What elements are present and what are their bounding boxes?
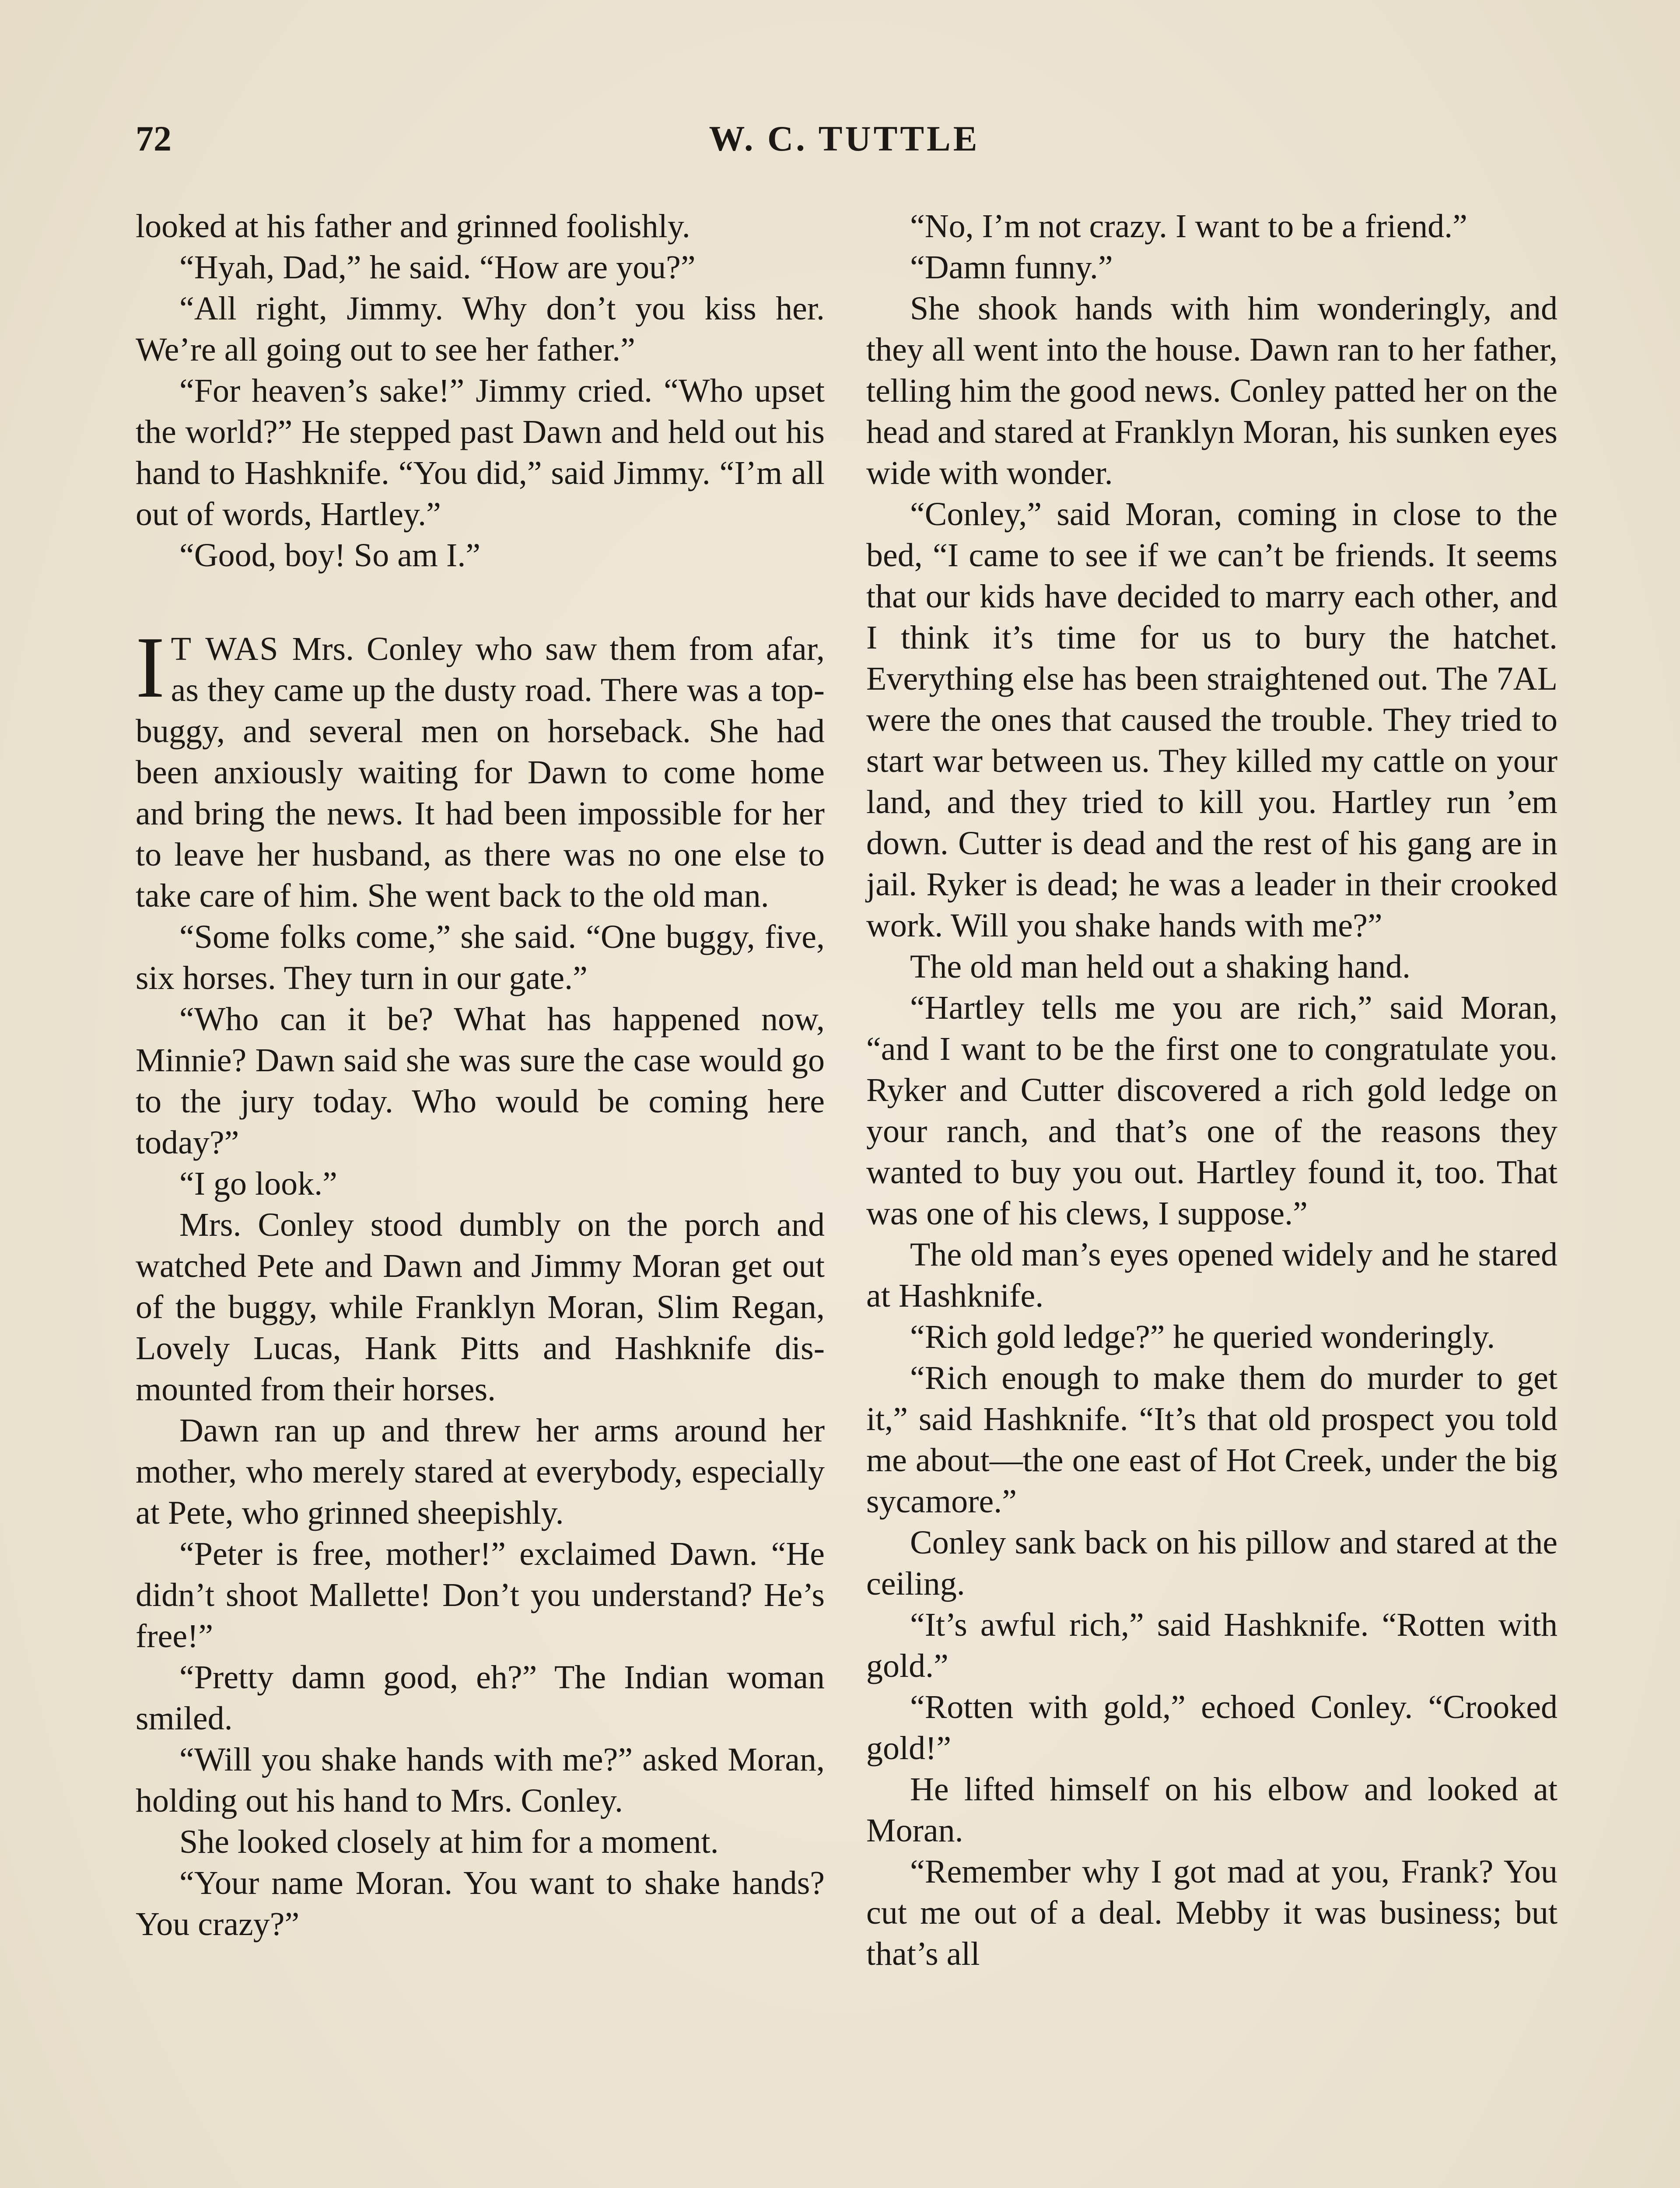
paragraph: looked at his father and grinned foolishly. (136, 208, 690, 245)
paragraph: “I go look.” (179, 1165, 337, 1202)
paragraph: “Rich enough to make them do murder to get it,” said Hashknife. “It’s that old prospect you told me about—the one east of Hot Creek, under the big sycamore.” (866, 1360, 1558, 1520)
paragraph: “Your name Moran. You want to shake hands? You crazy?” (136, 1865, 825, 1943)
paragraph: The old man held out a shaking hand. (910, 948, 1410, 985)
paragraph: “Hartley tells me you are rich,” said Moran, “and I want to be the first one to congratulate you. Ryker and Cutter discovered a rich gold ledge on your ranch, and that’s one of the reasons they wanted to buy you out. Hartley found it, too. That was one of his clews, I suppose.” (866, 989, 1558, 1232)
paragraph: “Hyah, Dad,” he said. “How are you?” (179, 249, 696, 286)
paragraph: Conley sank back on his pillow and stared at the ceiling. (866, 1524, 1558, 1602)
paragraph: “Some folks come,” she said. “One buggy, five, six horses. They turn in our gate.” (136, 919, 825, 996)
running-head-author: W. C. TUTTLE (709, 119, 980, 158)
small-caps-lead: T WAS (171, 631, 280, 667)
paragraph: “Good, boy! So am I.” (179, 537, 481, 574)
paragraph: The old man’s eyes opened widely and he stared at Hashknife. (866, 1236, 1558, 1314)
paragraph: Dawn ran up and threw her arms around her mother, who merely stared at everybody, especially at Pete, who grinned sheepishly. (136, 1412, 825, 1531)
page-header (136, 118, 1553, 166)
paragraph: “Peter is free, mother!” exclaimed Dawn. “He didn’t shoot Mallette! Don’t you understand? He’s free!” (136, 1536, 825, 1655)
paragraph: She shook hands with him wonderingly, and they all went into the house. Dawn ran to her father, telling him the good news. Conley patted her on the head and stared at Franklyn Moran, his sunken eyes wide with wonder. (866, 290, 1558, 491)
paragraph: “Pretty damn good, eh?” The Indian woman smiled. (136, 1659, 825, 1737)
paragraph: “Will you shake hands with me?” asked Moran, holding out his hand to Mrs. Conley. (136, 1741, 825, 1819)
paragraph: “No, I’m not crazy. I want to be a friend.” (910, 208, 1467, 245)
section-opening-paragraph (136, 619, 825, 916)
right-column (866, 206, 1558, 1974)
drop-cap: I (136, 619, 165, 716)
paragraph: “Remember why I got mad at you, Frank? You cut me out of a deal. Mebby it was business; but that’s all (866, 1853, 1558, 1972)
paragraph: “It’s awful rich,” said Hashknife. “Rotten with gold.” (866, 1606, 1558, 1684)
paragraph: “Conley,” said Moran, coming in close to the bed, “I came to see if we can’t be friends. It seems that our kids have decided to marry each other, and I think it’s time for us to bury the hatchet. Everything else has been straightened out. The 7AL were the ones that caused the trouble. They tried to start war between us. They killed my cattle on your land, and they tried to kill you. Hartley run ’em down. Cutter is dead and the rest of his gang are in jail. Ryker is dead; he was a leader in their crooked work. Will you shake hands with me?” (866, 496, 1558, 944)
paragraph: “Damn funny.” (910, 249, 1113, 286)
paragraph: “All right, Jimmy. Why don’t you kiss her. We’re all going out to see her father.” (136, 290, 825, 368)
page-number: 72 (136, 119, 172, 158)
paragraph-text: Mrs. Conley who saw them from afar, as they came up the dusty road. There was a top-buggy, and several men on horseback. She had been anxiously waiting for Dawn to come home and bring the news. It had been impossible for her to leave her husband, as there was no one else to take care of him. She went back to the old man. (136, 631, 825, 914)
paragraph: Mrs. Conley stood dumbly on the porch and watched Pete and Dawn and Jimmy Moran get out of the buggy, while Franklyn Moran, Slim Regan, Lovely Lucas, Hank Pitts and Hashknife dismounted from their horses. (136, 1206, 825, 1408)
left-column (136, 206, 825, 1945)
paragraph: “For heaven’s sake!” Jimmy cried. “Who upset the world?” He stepped past Dawn and held out his hand to Hashknife. “You did,” said Jimmy. “I’m all out of words, Hartley.” (136, 372, 825, 533)
paragraph: “Who can it be? What has happened now, Minnie? Dawn said she was sure the case would go to the jury today. Who would be coming here today?” (136, 1001, 825, 1161)
paragraph: He lifted himself on his elbow and looked at Moran. (866, 1771, 1558, 1849)
paragraph: “Rich gold ledge?” he queried wonderingly. (910, 1318, 1495, 1355)
paragraph: “Rotten with gold,” echoed Conley. “Crooked gold!” (866, 1689, 1558, 1767)
paragraph: She looked closely at him for a moment. (179, 1823, 719, 1860)
